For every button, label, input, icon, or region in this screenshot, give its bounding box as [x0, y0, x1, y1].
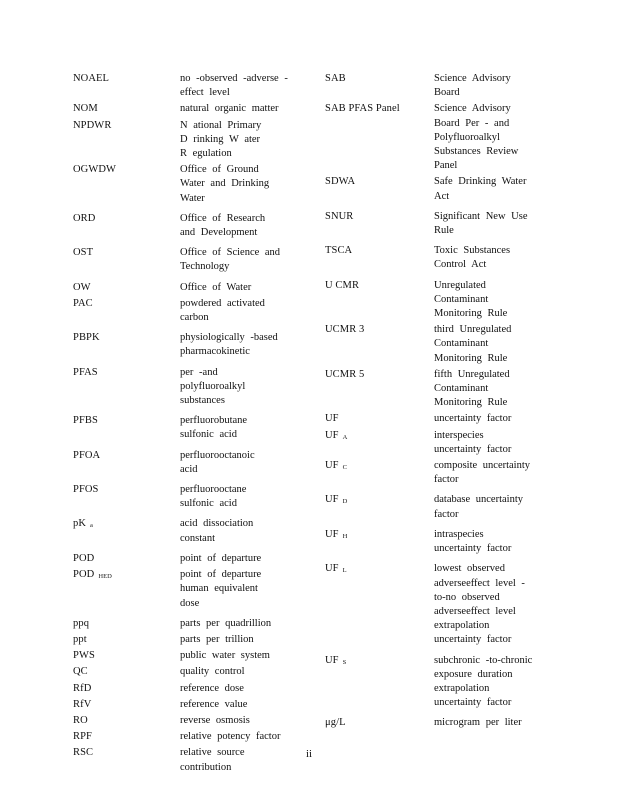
definition-line: uncertainty factor	[434, 634, 512, 646]
abbreviation-term	[325, 716, 434, 730]
abbreviation-term	[73, 682, 180, 696]
abbreviation-term	[325, 429, 434, 445]
abbreviation-term-text: UF	[325, 528, 339, 540]
definition-line: Office of Ground	[180, 164, 259, 176]
abbreviation-term	[73, 714, 180, 728]
abbreviation-row	[325, 279, 555, 322]
definition-line: acid dissociation	[180, 518, 254, 530]
definition-line: reference value	[180, 698, 248, 710]
abbreviation-row	[73, 366, 313, 409]
abbreviation-term-text: QC	[73, 666, 88, 678]
definition-line: factor	[434, 508, 459, 520]
page-number: ii	[305, 748, 313, 760]
abbreviation-term	[73, 665, 180, 679]
abbreviation-definition	[180, 517, 290, 545]
definition-line: Water and Drinking	[180, 178, 270, 190]
abbreviation-row	[73, 682, 313, 696]
abbreviation-term	[325, 279, 434, 293]
definition-line: effect level	[180, 87, 230, 99]
abbreviation-term	[73, 617, 180, 631]
abbreviation-term-text: UF	[325, 563, 339, 575]
abbreviation-row	[73, 714, 313, 728]
abbreviation-row	[73, 617, 313, 631]
definition-line: uncertainty factor	[434, 413, 512, 425]
abbreviation-row	[325, 175, 555, 203]
abbreviation-term	[325, 654, 434, 670]
abbreviation-term	[325, 459, 434, 475]
abbreviation-definition	[180, 682, 290, 696]
definition-line: reference dose	[180, 682, 244, 694]
definition-line: composite uncertainty	[434, 460, 531, 472]
abbreviation-definition	[434, 716, 538, 730]
abbreviation-term-text: PFOA	[73, 449, 101, 461]
definition-line: microgram per liter	[434, 717, 522, 729]
abbreviation-term	[325, 528, 434, 544]
definition-line: third Unregulated	[434, 324, 512, 336]
abbreviations-right-column	[325, 72, 555, 733]
abbreviation-row	[73, 449, 313, 477]
abbreviation-definition	[434, 244, 538, 272]
abbreviation-row	[325, 102, 555, 173]
abbreviation-definition	[180, 714, 290, 728]
definition-line: uncertainty factor	[434, 697, 512, 709]
abbreviation-term-text: UCMR 3	[325, 324, 365, 336]
definition-line: Contaminant	[434, 293, 489, 305]
abbreviation-term-text: RO	[73, 714, 88, 726]
abbreviation-row	[325, 562, 555, 647]
abbreviation-row	[73, 212, 313, 240]
definition-line: Rule	[434, 225, 454, 237]
abbreviation-term	[73, 649, 180, 663]
definition-line: Monitoring Rule	[434, 308, 508, 320]
abbreviation-definition	[180, 331, 290, 359]
abbreviation-row	[325, 210, 555, 238]
abbreviation-definition	[434, 279, 538, 322]
abbreviation-term	[325, 493, 434, 509]
abbreviation-term-text: pK	[73, 518, 87, 530]
abbreviation-term	[73, 331, 180, 345]
abbreviation-term-text: ppt	[73, 633, 87, 645]
abbreviation-definition	[434, 210, 538, 238]
definition-line: Office of Science and	[180, 247, 281, 259]
abbreviation-term	[73, 119, 180, 133]
abbreviation-term-text: POD	[73, 569, 95, 581]
definition-line: database uncertainty	[434, 494, 523, 506]
abbreviation-definition	[180, 163, 290, 206]
definition-line: to-no observed	[434, 591, 500, 603]
abbreviation-term-text: UCMR 5	[325, 368, 365, 380]
abbreviation-definition	[180, 665, 290, 679]
definition-line: Board Per - and	[434, 117, 510, 129]
definition-line: Science Advisory	[434, 73, 511, 84]
definition-line: extrapolation	[434, 682, 490, 694]
abbreviation-row	[73, 72, 313, 100]
abbreviation-row	[73, 414, 313, 442]
abbreviation-definition	[434, 459, 538, 487]
abbreviation-term-text: ORD	[73, 212, 96, 224]
definition-line: Monitoring Rule	[434, 352, 508, 364]
abbreviation-term	[325, 412, 434, 426]
definition-line: lowest observed	[434, 563, 505, 575]
definition-line: Toxic Substances	[434, 245, 511, 257]
abbreviation-row	[73, 331, 313, 359]
abbreviation-term	[73, 281, 180, 295]
abbreviation-term-text: SAB	[325, 73, 346, 84]
abbreviation-definition	[434, 102, 538, 173]
abbreviation-row	[73, 246, 313, 274]
abbreviation-subscript: A	[342, 433, 348, 441]
definition-line: contribution	[180, 761, 232, 773]
abbreviation-definition	[180, 246, 290, 274]
abbreviation-term	[73, 633, 180, 647]
abbreviation-term	[73, 414, 180, 428]
abbreviation-term-text: RfV	[73, 698, 92, 710]
abbreviation-term	[325, 323, 434, 337]
definition-line: extrapolation	[434, 620, 490, 632]
definition-line: pharmacokinetic	[180, 346, 250, 358]
definition-line: parts per quadrillion	[180, 617, 272, 629]
abbreviation-definition	[180, 119, 290, 162]
abbreviation-row	[325, 716, 555, 730]
definition-line: Contaminant	[434, 338, 489, 350]
definition-line: Monitoring Rule	[434, 397, 508, 409]
abbreviation-definition	[180, 102, 290, 116]
abbreviation-row	[325, 654, 555, 711]
abbreviation-definition	[180, 366, 290, 409]
abbreviation-term-text: TSCA	[325, 245, 353, 257]
abbreviation-term-text: SDWA	[325, 176, 356, 188]
abbreviation-term	[73, 449, 180, 463]
definition-line: adverseeffect level -	[434, 577, 525, 589]
abbreviation-definition	[434, 493, 538, 521]
abbreviation-row	[73, 633, 313, 647]
abbreviation-row	[73, 698, 313, 712]
definition-line: Act	[434, 190, 450, 202]
abbreviation-term	[325, 244, 434, 258]
abbreviation-definition	[434, 323, 538, 366]
abbreviation-term-text: U CMR	[325, 279, 360, 291]
abbreviation-definition	[180, 552, 290, 566]
definition-line: and Development	[180, 227, 258, 239]
definition-line: quality control	[180, 666, 245, 678]
abbreviation-term-text: UF	[325, 413, 339, 425]
abbreviation-subscript: a	[90, 522, 94, 530]
definition-line: powdered activated	[180, 297, 265, 309]
definition-line: per -and	[180, 366, 218, 378]
definition-line: N ational Primary	[180, 119, 262, 131]
abbreviation-term-text: RfD	[73, 682, 92, 694]
definition-line: Technology	[180, 261, 230, 273]
abbreviation-definition	[434, 175, 538, 203]
abbreviation-definition	[434, 654, 538, 711]
definition-line: adverseeffect level	[434, 605, 516, 617]
abbreviation-definition	[180, 281, 290, 295]
abbreviation-row	[325, 459, 555, 487]
definition-line: public water system	[180, 650, 270, 662]
definition-line: point of departure	[180, 552, 262, 564]
definition-line: D rinking W ater	[180, 133, 261, 145]
abbreviation-term-text: RPF	[73, 731, 92, 743]
abbreviation-definition	[434, 412, 538, 426]
abbreviation-term	[325, 102, 434, 116]
definition-line: R egulation	[180, 148, 232, 160]
abbreviation-term-text: PFBS	[73, 415, 98, 427]
abbreviation-term-text: UF	[325, 460, 339, 472]
definition-line: Panel	[434, 160, 458, 172]
abbreviation-term	[73, 102, 180, 116]
abbreviation-subscript: H	[342, 532, 348, 540]
abbreviation-definition	[180, 449, 290, 477]
abbreviations-left-column	[73, 72, 313, 777]
abbreviation-term	[73, 730, 180, 744]
abbreviation-term	[73, 163, 180, 177]
abbreviation-definition	[180, 698, 290, 712]
definition-line: physiologically -based	[180, 332, 278, 344]
definition-line: sulfonic acid	[180, 498, 237, 510]
abbreviation-subscript: L	[342, 567, 347, 575]
abbreviation-term	[73, 517, 180, 533]
definition-line: sulfonic acid	[180, 429, 237, 441]
abbreviation-term	[325, 368, 434, 382]
abbreviation-definition	[180, 72, 290, 100]
definition-line: Office of Water	[180, 281, 252, 293]
abbreviation-row	[325, 429, 555, 457]
definition-line: Control Act	[434, 259, 487, 271]
abbreviation-definition	[180, 414, 290, 442]
definition-line: uncertainty factor	[434, 543, 512, 555]
abbreviation-term-text: μg/L	[325, 717, 346, 729]
definition-line: no -observed -adverse -	[180, 73, 288, 84]
definition-line: factor	[434, 474, 459, 486]
abbreviation-term	[73, 552, 180, 566]
definition-line: relative potency factor	[180, 731, 281, 743]
abbreviation-term	[73, 72, 180, 86]
abbreviation-term-text: NOM	[73, 103, 98, 115]
definition-line: Office of Research	[180, 212, 266, 224]
abbreviation-definition	[434, 368, 538, 411]
abbreviation-definition	[180, 212, 290, 240]
abbreviation-row	[325, 72, 555, 100]
abbreviation-definition	[180, 617, 290, 631]
abbreviation-row	[73, 665, 313, 679]
abbreviation-definition	[434, 72, 538, 100]
abbreviation-term	[325, 175, 434, 189]
definition-line: Significant New Use	[434, 210, 528, 222]
definition-line: Water	[180, 192, 205, 204]
abbreviation-row	[325, 244, 555, 272]
abbreviation-term-text: POD	[73, 552, 95, 564]
definition-line: exposure duration	[434, 668, 513, 680]
definition-line: human equivalent	[180, 583, 258, 595]
definition-line: natural organic matter	[180, 103, 279, 115]
abbreviation-row	[325, 493, 555, 521]
definition-line: Science Advisory	[434, 103, 511, 115]
definition-line: perfluorobutane	[180, 415, 248, 427]
definition-line: carbon	[180, 312, 209, 324]
abbreviation-definition	[180, 730, 290, 744]
abbreviation-subscript: HED	[98, 573, 112, 581]
definition-line: Board	[434, 87, 460, 99]
definition-line: relative source	[180, 747, 245, 759]
abbreviation-term-text: UF	[325, 654, 339, 666]
abbreviation-term-text: PAC	[73, 297, 93, 309]
definition-line: Substances Review	[434, 146, 519, 158]
definition-line: Safe Drinking Water	[434, 176, 527, 188]
abbreviation-term	[73, 366, 180, 380]
definition-line: Polyfluoroalkyl	[434, 131, 500, 143]
definition-line: interspecies	[434, 429, 484, 441]
abbreviation-term-text: PFAS	[73, 366, 98, 378]
abbreviation-subscript: S	[342, 658, 347, 666]
abbreviation-term	[73, 568, 180, 584]
abbreviation-definition	[180, 483, 290, 511]
abbreviation-row	[73, 119, 313, 162]
abbreviation-term	[73, 483, 180, 497]
definition-line: constant	[180, 532, 215, 544]
abbreviation-row	[325, 368, 555, 411]
abbreviation-term-text: UF	[325, 494, 339, 506]
abbreviation-row	[73, 517, 313, 545]
abbreviation-term-text: PBPK	[73, 332, 100, 344]
abbreviation-term-text: RSC	[73, 747, 94, 759]
abbreviation-row	[73, 568, 313, 611]
abbreviation-term	[73, 698, 180, 712]
abbreviation-row	[73, 163, 313, 206]
definition-line: parts per trillion	[180, 633, 254, 645]
definition-line: perfluorooctane	[180, 484, 247, 496]
abbreviation-term-text: SAB PFAS Panel	[325, 103, 400, 115]
abbreviation-row	[73, 102, 313, 116]
abbreviation-row	[73, 297, 313, 325]
abbreviation-definition	[180, 633, 290, 647]
definition-line: reverse osmosis	[180, 714, 250, 726]
definition-line: acid	[180, 463, 198, 475]
abbreviation-term-text: OST	[73, 247, 94, 259]
abbreviation-term	[325, 210, 434, 224]
definition-line: perfluorooctanoic	[180, 449, 255, 461]
abbreviation-definition	[434, 562, 538, 647]
abbreviation-term-text: SNUR	[325, 210, 354, 222]
abbreviation-term	[325, 562, 434, 578]
abbreviation-subscript: D	[342, 498, 348, 506]
abbreviation-term-text: OW	[73, 281, 91, 293]
definition-line: subchronic -to-chronic	[434, 654, 533, 666]
abbreviation-term	[73, 212, 180, 226]
definition-line: dose	[180, 597, 200, 609]
abbreviation-row	[325, 323, 555, 366]
abbreviation-term-text: ppq	[73, 617, 90, 629]
definition-line: polyfluoroalkyl	[180, 380, 246, 392]
abbreviation-definition	[434, 528, 538, 556]
abbreviation-term-text: PWS	[73, 650, 95, 662]
abbreviation-row	[325, 412, 555, 426]
abbreviation-definition	[180, 649, 290, 663]
abbreviation-row	[325, 528, 555, 556]
abbreviation-term	[73, 246, 180, 260]
abbreviation-row	[73, 552, 313, 566]
definition-line: point of departure	[180, 569, 262, 581]
abbreviation-row	[73, 649, 313, 663]
abbreviation-row	[73, 730, 313, 744]
definition-line: Contaminant	[434, 383, 489, 395]
definition-line: intraspecies	[434, 528, 484, 540]
abbreviation-subscript: C	[342, 464, 348, 472]
abbreviation-definition	[180, 568, 290, 611]
abbreviation-term	[73, 297, 180, 311]
abbreviation-term-text: UF	[325, 429, 339, 441]
abbreviation-term	[325, 72, 434, 86]
abbreviation-term-text: OGWDW	[73, 164, 117, 176]
definition-line: uncertainty factor	[434, 443, 512, 455]
definition-line: substances	[180, 395, 225, 407]
abbreviation-row	[73, 281, 313, 295]
abbreviation-term-text: NPDWR	[73, 119, 112, 131]
abbreviation-term-text: NOAEL	[73, 73, 110, 84]
definition-line: fifth Unregulated	[434, 368, 510, 380]
abbreviation-definition	[434, 429, 538, 457]
abbreviation-definition	[180, 297, 290, 325]
abbreviation-term-text: PFOS	[73, 484, 99, 496]
definition-line: Unregulated	[434, 279, 486, 291]
abbreviation-row	[73, 483, 313, 511]
